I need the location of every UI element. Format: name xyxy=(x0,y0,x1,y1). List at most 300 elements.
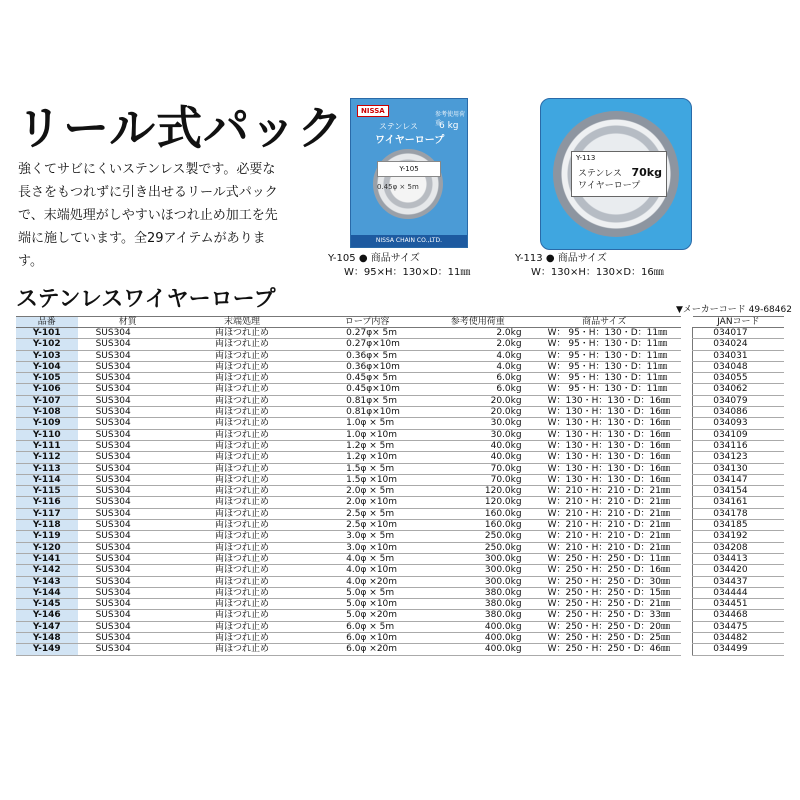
cell-rope: 4.0φ ×20m xyxy=(306,576,428,587)
column-gap xyxy=(681,633,693,644)
cell-size: W：210・H：210・D：21㎜ xyxy=(528,508,681,519)
cell-load: 40.0kg xyxy=(428,452,528,463)
cell-jan: 034178 xyxy=(693,508,784,519)
table-row xyxy=(16,350,784,361)
cell-part-no: Y-149 xyxy=(16,644,78,655)
cell-material: SUS304 xyxy=(78,474,178,485)
cell-end-treatment: 両ほつれ止め xyxy=(178,395,306,406)
cell-rope: 2.0φ × 5m xyxy=(306,486,428,497)
table-row xyxy=(16,463,784,474)
column-gap xyxy=(681,599,693,610)
cell-part-no: Y-108 xyxy=(16,407,78,418)
cell-jan: 034482 xyxy=(693,633,784,644)
cell-load: 6.0kg xyxy=(428,384,528,395)
cell-load: 4.0kg xyxy=(428,361,528,372)
cell-end-treatment: 両ほつれ止め xyxy=(178,542,306,553)
table-row xyxy=(16,633,784,644)
column-gap xyxy=(681,463,693,474)
column-gap xyxy=(681,531,693,542)
col-header-size: 商品サイズ xyxy=(528,317,681,328)
cell-jan: 034055 xyxy=(693,373,784,384)
cell-part-no: Y-107 xyxy=(16,395,78,406)
cell-jan: 034437 xyxy=(693,576,784,587)
cell-rope: 3.0φ ×10m xyxy=(306,542,428,553)
package-name-line1: ステンレス xyxy=(578,169,622,179)
column-gap xyxy=(681,418,693,429)
section-subtitle: ステンレスワイヤーロープ xyxy=(16,287,276,312)
cell-part-no: Y-145 xyxy=(16,599,78,610)
cell-part-no: Y-102 xyxy=(16,339,78,350)
cell-rope: 5.0φ ×10m xyxy=(306,599,428,610)
cell-size: W：250・H：250・D：20㎜ xyxy=(528,621,681,632)
cell-end-treatment: 両ほつれ止め xyxy=(178,361,306,372)
cell-load: 300.0kg xyxy=(428,565,528,576)
cell-size: W： 95・H：130・D：11㎜ xyxy=(528,350,681,361)
cell-load: 2.0kg xyxy=(428,339,528,350)
cell-material: SUS304 xyxy=(78,429,178,440)
product-table xyxy=(16,316,784,656)
cell-size: W：250・H：250・D：30㎜ xyxy=(528,576,681,587)
cell-part-no: Y-147 xyxy=(16,621,78,632)
table-header-row xyxy=(16,317,784,328)
cell-jan: 034086 xyxy=(693,407,784,418)
cell-rope: 6.0φ ×20m xyxy=(306,644,428,655)
cell-size: W：250・H：250・D：16㎜ xyxy=(528,565,681,576)
cell-size: W：130・H：130・D：16㎜ xyxy=(528,440,681,451)
cell-jan: 034185 xyxy=(693,520,784,531)
cell-rope: 1.2φ ×10m xyxy=(306,452,428,463)
cell-jan: 034147 xyxy=(693,474,784,485)
cell-rope: 2.5φ × 5m xyxy=(306,508,428,519)
cell-size: W：250・H：250・D：21㎜ xyxy=(528,599,681,610)
column-gap xyxy=(681,328,693,339)
cell-load: 70.0kg xyxy=(428,463,528,474)
package-model-ticket: Y-105 xyxy=(377,161,441,177)
column-gap xyxy=(681,407,693,418)
cell-rope: 4.0φ ×10m xyxy=(306,565,428,576)
cell-part-no: Y-141 xyxy=(16,553,78,564)
col-header-material: 材質 xyxy=(78,317,178,328)
cell-rope: 6.0φ ×10m xyxy=(306,633,428,644)
cell-material: SUS304 xyxy=(78,633,178,644)
cell-size: W：210・H：210・D：21㎜ xyxy=(528,520,681,531)
cell-material: SUS304 xyxy=(78,599,178,610)
cell-size: W：210・H：210・D：21㎜ xyxy=(528,531,681,542)
cell-jan: 034048 xyxy=(693,361,784,372)
cell-material: SUS304 xyxy=(78,610,178,621)
cell-load: 40.0kg xyxy=(428,440,528,451)
cell-size: W：210・H：210・D：21㎜ xyxy=(528,497,681,508)
cell-end-treatment: 両ほつれ止め xyxy=(178,429,306,440)
cell-material: SUS304 xyxy=(78,373,178,384)
product-package-image-y105 xyxy=(350,98,468,248)
cell-rope: 5.0φ × 5m xyxy=(306,587,428,598)
cell-material: SUS304 xyxy=(78,508,178,519)
cell-end-treatment: 両ほつれ止め xyxy=(178,350,306,361)
col-header-end-treatment: 末端処理 xyxy=(178,317,306,328)
cell-end-treatment: 両ほつれ止め xyxy=(178,508,306,519)
cell-material: SUS304 xyxy=(78,553,178,564)
cell-load: 20.0kg xyxy=(428,395,528,406)
table-row xyxy=(16,520,784,531)
product-package-image-y113 xyxy=(540,98,692,250)
table-row xyxy=(16,474,784,485)
cell-end-treatment: 両ほつれ止め xyxy=(178,463,306,474)
table-row xyxy=(16,407,784,418)
package-name-line2: ワイヤーロープ xyxy=(578,181,641,191)
cell-jan: 034017 xyxy=(693,328,784,339)
cell-material: SUS304 xyxy=(78,486,178,497)
cell-end-treatment: 両ほつれ止め xyxy=(178,328,306,339)
col-header-jan: JANコード xyxy=(693,317,784,328)
cell-load: 400.0kg xyxy=(428,644,528,655)
cell-rope: 0.27φ×10m xyxy=(306,339,428,350)
cell-end-treatment: 両ほつれ止め xyxy=(178,418,306,429)
cell-load: 160.0kg xyxy=(428,508,528,519)
cell-jan: 034079 xyxy=(693,395,784,406)
cell-material: SUS304 xyxy=(78,418,178,429)
caption-label: ● 商品サイズ xyxy=(358,253,420,264)
table-row xyxy=(16,418,784,429)
cell-part-no: Y-146 xyxy=(16,610,78,621)
col-header-part-no: 品番 xyxy=(16,317,78,328)
cell-size: W：130・H：130・D：16㎜ xyxy=(528,418,681,429)
package-load-label: 参考使用荷重 xyxy=(435,111,466,127)
cell-material: SUS304 xyxy=(78,497,178,508)
package-footer: NISSA CHAIN CO.,LTD. xyxy=(351,235,467,247)
cell-load: 6.0kg xyxy=(428,373,528,384)
cell-part-no: Y-110 xyxy=(16,429,78,440)
cell-rope: 1.5φ × 5m xyxy=(306,463,428,474)
cell-rope: 1.2φ × 5m xyxy=(306,440,428,451)
cell-end-treatment: 両ほつれ止め xyxy=(178,339,306,350)
cell-material: SUS304 xyxy=(78,395,178,406)
cell-size: W： 95・H：130・D：11㎜ xyxy=(528,328,681,339)
table-row xyxy=(16,542,784,553)
cell-material: SUS304 xyxy=(78,452,178,463)
column-gap xyxy=(681,508,693,519)
cell-part-no: Y-114 xyxy=(16,474,78,485)
table-row xyxy=(16,553,784,564)
cell-size: W： 95・H：130・D：11㎜ xyxy=(528,373,681,384)
cell-end-treatment: 両ほつれ止め xyxy=(178,474,306,485)
cell-jan: 034024 xyxy=(693,339,784,350)
cell-part-no: Y-113 xyxy=(16,463,78,474)
cell-material: SUS304 xyxy=(78,339,178,350)
cell-jan: 034468 xyxy=(693,610,784,621)
caption-model: Y-113 xyxy=(515,253,543,264)
column-gap xyxy=(681,452,693,463)
package-name-line2: ワイヤーロープ xyxy=(375,135,445,146)
cell-material: SUS304 xyxy=(78,328,178,339)
cell-size: W：210・H：210・D：21㎜ xyxy=(528,486,681,497)
column-gap xyxy=(681,361,693,372)
cell-load: 400.0kg xyxy=(428,621,528,632)
cell-part-no: Y-106 xyxy=(16,384,78,395)
table-row xyxy=(16,429,784,440)
cell-load: 300.0kg xyxy=(428,553,528,564)
cell-end-treatment: 両ほつれ止め xyxy=(178,486,306,497)
cell-rope: 5.0φ ×20m xyxy=(306,610,428,621)
cell-size: W： 95・H：130・D：11㎜ xyxy=(528,361,681,372)
cell-rope: 0.81φ×10m xyxy=(306,407,428,418)
cell-jan: 034093 xyxy=(693,418,784,429)
cell-load: 380.0kg xyxy=(428,599,528,610)
cell-end-treatment: 両ほつれ止め xyxy=(178,576,306,587)
cell-material: SUS304 xyxy=(78,587,178,598)
column-gap xyxy=(681,587,693,598)
cell-jan: 034031 xyxy=(693,350,784,361)
cell-jan: 034161 xyxy=(693,497,784,508)
cell-load: 120.0kg xyxy=(428,486,528,497)
cell-part-no: Y-116 xyxy=(16,497,78,508)
cell-jan: 034192 xyxy=(693,531,784,542)
cell-material: SUS304 xyxy=(78,361,178,372)
cell-end-treatment: 両ほつれ止め xyxy=(178,520,306,531)
col-header-rope: ロープ内容 xyxy=(306,317,428,328)
cell-rope: 0.45φ×10m xyxy=(306,384,428,395)
cell-size: W：250・H：250・D：11㎜ xyxy=(528,553,681,564)
cell-size: W：250・H：250・D：15㎜ xyxy=(528,587,681,598)
cell-end-treatment: 両ほつれ止め xyxy=(178,497,306,508)
cell-load: 4.0kg xyxy=(428,350,528,361)
cell-jan: 034062 xyxy=(693,384,784,395)
cell-jan: 034444 xyxy=(693,587,784,598)
cell-part-no: Y-104 xyxy=(16,361,78,372)
cell-part-no: Y-120 xyxy=(16,542,78,553)
package-label-card xyxy=(571,151,667,197)
cell-end-treatment: 両ほつれ止め xyxy=(178,565,306,576)
product-caption-y105 xyxy=(328,252,470,280)
cell-load: 2.0kg xyxy=(428,328,528,339)
cell-end-treatment: 両ほつれ止め xyxy=(178,407,306,418)
package-model: Y-113 xyxy=(576,154,596,162)
cell-part-no: Y-115 xyxy=(16,486,78,497)
cell-rope: 0.36φ× 5m xyxy=(306,350,428,361)
cell-end-treatment: 両ほつれ止め xyxy=(178,553,306,564)
cell-load: 120.0kg xyxy=(428,497,528,508)
table-row xyxy=(16,610,784,621)
package-load-value: 70kg xyxy=(631,166,662,179)
cell-load: 70.0kg xyxy=(428,474,528,485)
column-gap xyxy=(681,339,693,350)
cell-material: SUS304 xyxy=(78,463,178,474)
table-row xyxy=(16,361,784,372)
table-row xyxy=(16,328,784,339)
cell-load: 380.0kg xyxy=(428,587,528,598)
column-gap xyxy=(681,486,693,497)
table-body xyxy=(16,328,784,656)
cell-part-no: Y-109 xyxy=(16,418,78,429)
cell-size: W：130・H：130・D：16㎜ xyxy=(528,463,681,474)
column-gap xyxy=(681,644,693,655)
package-load-value: 6 kg xyxy=(439,121,459,131)
table-row xyxy=(16,384,784,395)
cell-rope: 3.0φ × 5m xyxy=(306,531,428,542)
cell-jan: 034420 xyxy=(693,565,784,576)
cell-end-treatment: 両ほつれ止め xyxy=(178,373,306,384)
table-row xyxy=(16,587,784,598)
cell-part-no: Y-142 xyxy=(16,565,78,576)
cell-load: 20.0kg xyxy=(428,407,528,418)
cell-end-treatment: 両ほつれ止め xyxy=(178,587,306,598)
cell-end-treatment: 両ほつれ止め xyxy=(178,452,306,463)
cell-size: W：250・H：250・D：25㎜ xyxy=(528,633,681,644)
maker-code-label: ▼メーカーコード xyxy=(676,305,746,315)
cell-jan: 034116 xyxy=(693,440,784,451)
cell-part-no: Y-101 xyxy=(16,328,78,339)
cell-end-treatment: 両ほつれ止め xyxy=(178,610,306,621)
table-row xyxy=(16,395,784,406)
table-row xyxy=(16,599,784,610)
page-title: リール式パック xyxy=(16,101,345,155)
column-gap xyxy=(681,350,693,361)
cell-jan: 034130 xyxy=(693,463,784,474)
cell-size: W：130・H：130・D：16㎜ xyxy=(528,452,681,463)
cell-part-no: Y-144 xyxy=(16,587,78,598)
caption-model: Y-105 xyxy=(328,253,356,264)
cell-part-no: Y-118 xyxy=(16,520,78,531)
column-gap xyxy=(681,474,693,485)
column-gap xyxy=(681,395,693,406)
cell-load: 300.0kg xyxy=(428,576,528,587)
col-header-load: 参考使用荷重 xyxy=(428,317,528,328)
cell-jan: 034208 xyxy=(693,542,784,553)
cell-jan: 034475 xyxy=(693,621,784,632)
cell-material: SUS304 xyxy=(78,542,178,553)
cell-end-treatment: 両ほつれ止め xyxy=(178,599,306,610)
cell-size: W：250・H：250・D：33㎜ xyxy=(528,610,681,621)
column-gap xyxy=(681,520,693,531)
cell-rope: 1.5φ ×10m xyxy=(306,474,428,485)
cell-size: W： 95・H：130・D：11㎜ xyxy=(528,339,681,350)
column-gap xyxy=(681,317,693,328)
caption-label: ● 商品サイズ xyxy=(545,253,607,264)
cell-part-no: Y-111 xyxy=(16,440,78,451)
cell-part-no: Y-117 xyxy=(16,508,78,519)
cell-rope: 0.81φ× 5m xyxy=(306,395,428,406)
column-gap xyxy=(681,565,693,576)
package-name-line1: ステンレス xyxy=(379,122,418,131)
column-gap xyxy=(681,576,693,587)
cell-load: 160.0kg xyxy=(428,520,528,531)
maker-code xyxy=(676,302,792,315)
column-gap xyxy=(681,610,693,621)
maker-code-value: 49-68462 xyxy=(748,305,792,315)
cell-rope: 1.0φ × 5m xyxy=(306,418,428,429)
table-row xyxy=(16,339,784,350)
table-row xyxy=(16,531,784,542)
cell-size: W：130・H：130・D：16㎜ xyxy=(528,429,681,440)
cell-end-treatment: 両ほつれ止め xyxy=(178,621,306,632)
table-row xyxy=(16,452,784,463)
cell-rope: 0.27φ× 5m xyxy=(306,328,428,339)
cell-part-no: Y-105 xyxy=(16,373,78,384)
cell-rope: 2.0φ ×10m xyxy=(306,497,428,508)
cell-material: SUS304 xyxy=(78,565,178,576)
product-description: 強くてサビにくいステンレス製です。必要な長さをもつれずに引き出せるリール式パックで、末端処理がしやすいほつれ止め加工を先端に施しています。全29アイテムがあります。 xyxy=(18,162,278,269)
cell-jan: 034154 xyxy=(693,486,784,497)
column-gap xyxy=(681,384,693,395)
column-gap xyxy=(681,621,693,632)
cell-rope: 6.0φ × 5m xyxy=(306,621,428,632)
column-gap xyxy=(681,440,693,451)
column-gap xyxy=(681,373,693,384)
table-row xyxy=(16,497,784,508)
cell-end-treatment: 両ほつれ止め xyxy=(178,633,306,644)
cell-end-treatment: 両ほつれ止め xyxy=(178,644,306,655)
cell-end-treatment: 両ほつれ止め xyxy=(178,384,306,395)
cell-end-treatment: 両ほつれ止め xyxy=(178,440,306,451)
table-row xyxy=(16,440,784,451)
package-spec: 0.45φ × 5m xyxy=(377,183,419,191)
cell-jan: 034499 xyxy=(693,644,784,655)
product-caption-y113 xyxy=(515,252,664,280)
cell-size: W：130・H：130・D：16㎜ xyxy=(528,395,681,406)
table-row xyxy=(16,486,784,497)
table-row xyxy=(16,373,784,384)
cell-rope: 0.45φ× 5m xyxy=(306,373,428,384)
table-row xyxy=(16,644,784,655)
table-row xyxy=(16,565,784,576)
cell-load: 250.0kg xyxy=(428,531,528,542)
table-row xyxy=(16,621,784,632)
cell-material: SUS304 xyxy=(78,531,178,542)
cell-size: W：130・H：130・D：16㎜ xyxy=(528,474,681,485)
column-gap xyxy=(681,553,693,564)
cell-jan: 034123 xyxy=(693,452,784,463)
cell-load: 30.0kg xyxy=(428,418,528,429)
cell-size: W：210・H：210・D：21㎜ xyxy=(528,542,681,553)
cell-load: 400.0kg xyxy=(428,633,528,644)
cell-material: SUS304 xyxy=(78,576,178,587)
column-gap xyxy=(681,497,693,508)
caption-size: W：130×H：130×D：16㎜ xyxy=(531,267,664,278)
cell-size: W：250・H：250・D：46㎜ xyxy=(528,644,681,655)
cell-part-no: Y-112 xyxy=(16,452,78,463)
cell-size: W：130・H：130・D：16㎜ xyxy=(528,407,681,418)
cell-rope: 0.36φ×10m xyxy=(306,361,428,372)
cell-size: W： 95・H：130・D：11㎜ xyxy=(528,384,681,395)
cell-part-no: Y-103 xyxy=(16,350,78,361)
cell-part-no: Y-143 xyxy=(16,576,78,587)
column-gap xyxy=(681,429,693,440)
table-row xyxy=(16,508,784,519)
cell-load: 30.0kg xyxy=(428,429,528,440)
brand-logo: NISSA xyxy=(357,105,389,117)
cell-material: SUS304 xyxy=(78,520,178,531)
cell-material: SUS304 xyxy=(78,350,178,361)
column-gap xyxy=(681,542,693,553)
cell-rope: 1.0φ ×10m xyxy=(306,429,428,440)
cell-jan: 034109 xyxy=(693,429,784,440)
cell-material: SUS304 xyxy=(78,621,178,632)
cell-material: SUS304 xyxy=(78,384,178,395)
table-row xyxy=(16,576,784,587)
cell-load: 250.0kg xyxy=(428,542,528,553)
cell-jan: 034413 xyxy=(693,553,784,564)
cell-material: SUS304 xyxy=(78,407,178,418)
cell-rope: 2.5φ ×10m xyxy=(306,520,428,531)
cell-rope: 4.0φ × 5m xyxy=(306,553,428,564)
cell-part-no: Y-148 xyxy=(16,633,78,644)
caption-size: W：95×H：130×D：11㎜ xyxy=(344,267,471,278)
cell-end-treatment: 両ほつれ止め xyxy=(178,531,306,542)
cell-material: SUS304 xyxy=(78,440,178,451)
cell-material: SUS304 xyxy=(78,644,178,655)
cell-load: 380.0kg xyxy=(428,610,528,621)
cell-jan: 034451 xyxy=(693,599,784,610)
